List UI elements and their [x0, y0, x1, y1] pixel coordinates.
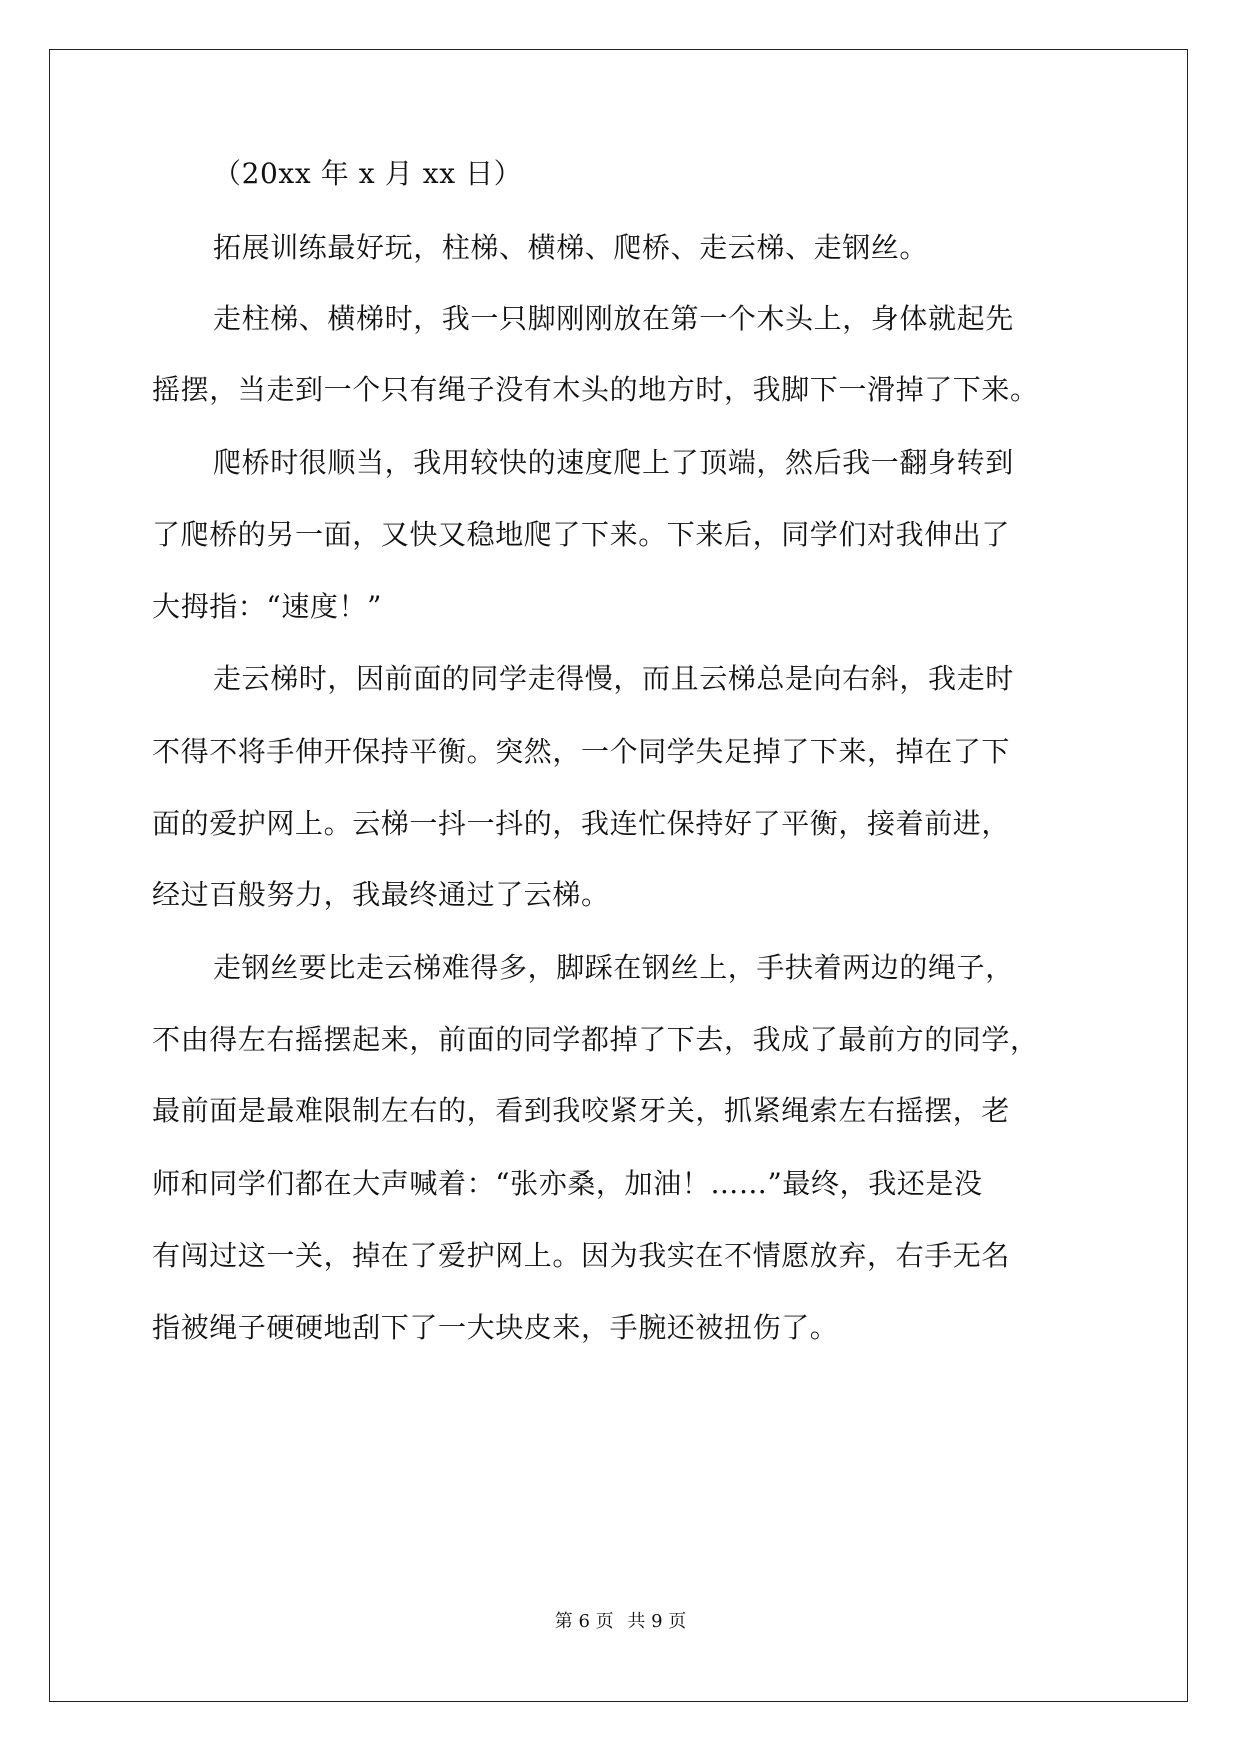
page-border — [49, 49, 1188, 1702]
date-line: （20xx 年 x 月 xx 日） — [213, 157, 523, 190]
paragraph-line: 面的爱护网上。云梯一抖一抖的，我连忙保持好了平衡，接着前进， — [152, 807, 1011, 840]
page-number: 第 6 页 — [554, 1611, 614, 1632]
paragraph-line: 拓展训练最好玩，柱梯、横梯、爬桥、走云梯、走钢丝。 — [213, 231, 929, 264]
paragraph-line: 了爬桥的另一面，又快又稳地爬了下来。下来后，同学们对我伸出了 — [152, 518, 1011, 551]
paragraph-line: 师和同学们都在大声喊着：“张亦桑，加油！……”最终，我还是没 — [152, 1167, 983, 1200]
total-pages: 共 9 页 — [627, 1611, 687, 1632]
paragraph-line: 走钢丝要比走云梯难得多，脚踩在钢丝上，手扶着两边的绳子， — [213, 951, 1014, 984]
paragraph-line: 有闯过这一关，掉在了爱护网上。因为我实在不情愿放弃，右手无名 — [152, 1239, 1011, 1272]
paragraph-line: 不得不将手伸开保持平衡。突然，一个同学失足掉了下来，掉在了下 — [152, 735, 1011, 768]
paragraph-line: 不由得左右摇摆起来，前面的同学都掉了下去，我成了最前方的同学， — [152, 1023, 1039, 1056]
paragraph-line: 爬桥时很顺当，我用较快的速度爬上了顶端，然后我一翻身转到 — [213, 446, 1014, 479]
paragraph-line: 最前面是最难限制左右的，看到我咬紧牙关，抓紧绳索左右摇摆，老 — [152, 1094, 1011, 1127]
paragraph-line: 走云梯时，因前面的同学走得慢，而且云梯总是向右斜，我走时 — [213, 662, 1014, 695]
page-footer — [0, 1610, 1241, 1634]
paragraph-line: 大拇指：“速度！” — [152, 590, 383, 623]
paragraph-line: 摇摆，当走到一个只有绳子没有木头的地方时，我脚下一滑掉了下来。 — [152, 373, 1039, 406]
paragraph-line: 指被绳子硬硬地刮下了一大块皮来，手腕还被扭伤了。 — [152, 1311, 839, 1344]
paragraph-line: 经过百般努力，我最终通过了云梯。 — [152, 878, 610, 911]
paragraph-line: 走柱梯、横梯时，我一只脚刚刚放在第一个木头上，身体就起先 — [213, 302, 1014, 335]
